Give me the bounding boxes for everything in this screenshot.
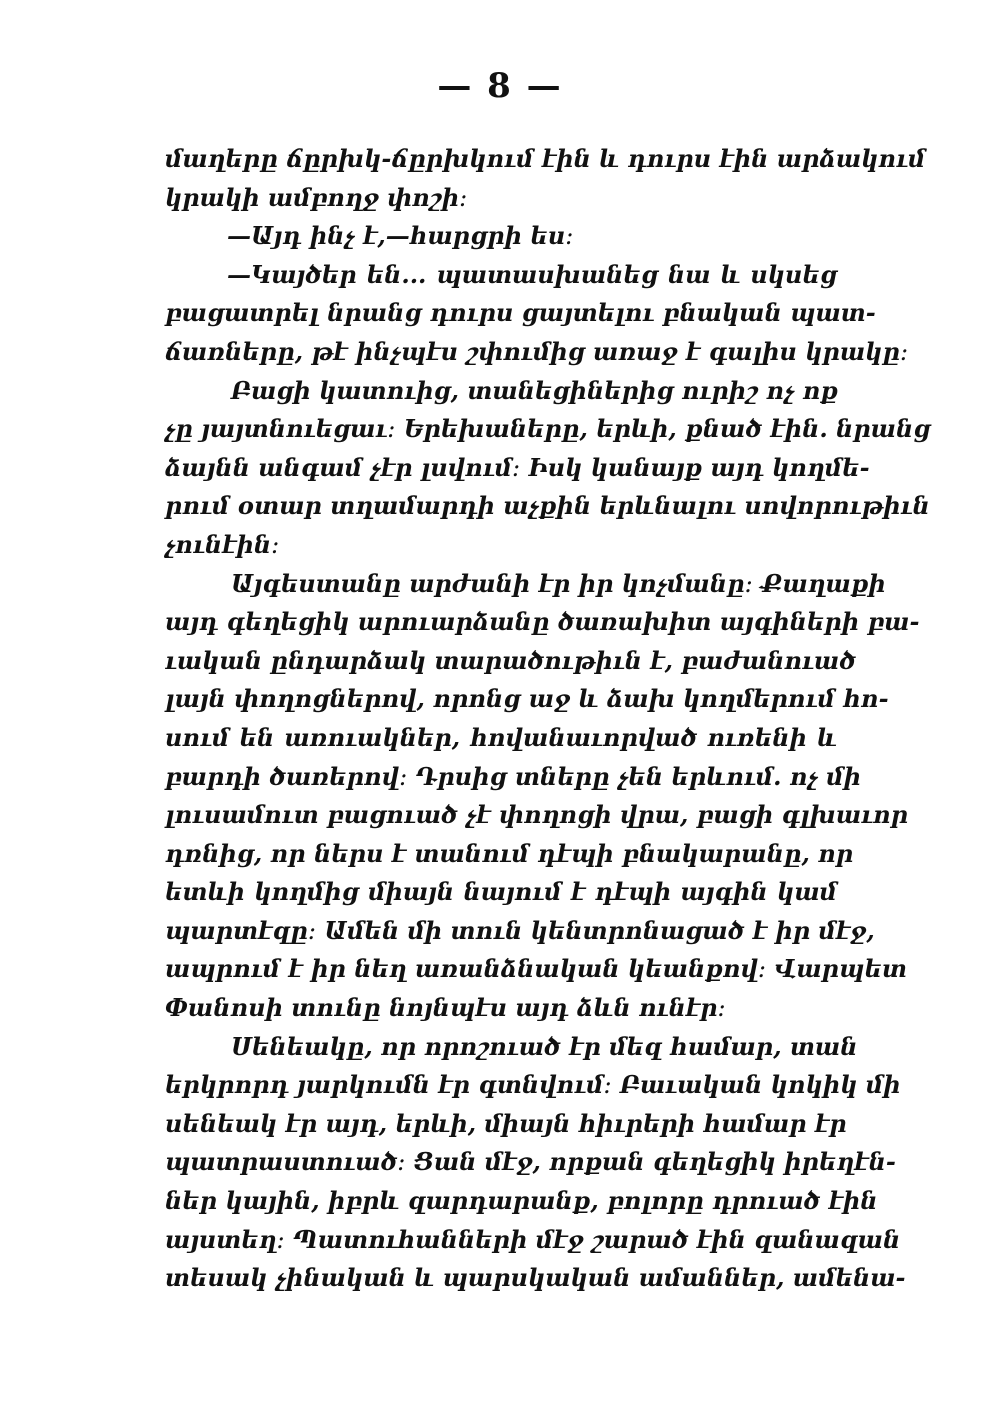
text-line: ւական ընդարձակ տարածութիւն է, բաժանուած xyxy=(165,645,856,675)
text-line: երկրորդ յարկումն էր գտնվում։ Բաւական կոկիկ մի xyxy=(165,1070,901,1100)
page-number: — 8 — xyxy=(437,66,563,106)
text-line: չունէին։ xyxy=(165,529,280,559)
text-line: չը յայտնուեցաւ։ Երեխաները, երևի, քնած էին. նրանց xyxy=(165,414,931,444)
text-line: լայն փողոցներով, որոնց աջ և ձախ կողմերում հո- xyxy=(165,684,889,714)
text-line: —Այդ ինչ է,—հարցրի ես։ xyxy=(227,221,574,251)
text-line: —Կայծեր են... պատասխանեց նա և սկսեց xyxy=(227,259,837,289)
text-line: այդ գեղեցիկ արուարձանը ծառախիտ այգիների բա- xyxy=(165,607,920,637)
text-line: դռնից, որ ներս է տանում դէպի բնակարանը, որ xyxy=(165,838,854,868)
text-line: ձայնն անգամ չէր լսվում։ Իսկ կանայք այդ կողմե- xyxy=(165,452,870,482)
text-line: ետևի կողմից միայն նայում է դէպի այգին կամ xyxy=(165,877,837,907)
text-line: բարդի ծառերով։ Դրսից տները չեն երևում. ոչ մի xyxy=(165,761,861,791)
text-line: սում են առուակներ, հովանաւորված ուռենի և xyxy=(165,722,837,752)
text-line: Այգեստանը արժանի էր իր կոչմանը։ Քաղաքի xyxy=(231,568,886,598)
text-line: րում օտար տղամարդի աչքին երևնալու սովորութիւն xyxy=(165,491,930,521)
text-line: բացատրել նրանց դուրս ցայտելու բնական պատ- xyxy=(165,298,876,328)
text-line: Փանոսի տունը նոյնպէս այդ ձևն ունէր։ xyxy=(165,993,726,1023)
text-line: Սենեակը, որ որոշուած էր մեզ համար, տան xyxy=(231,1031,858,1061)
text-line: ճառները, թէ ինչպէս շփումից առաջ է գալիս կրակը։ xyxy=(165,336,909,366)
body-text xyxy=(165,140,931,1298)
text-line: սենեակ էր այդ, երևի, միայն հիւրերի համար էր xyxy=(165,1108,847,1138)
text-line: Բացի կատուից, տանեցիներից ուրիշ ոչ ոք xyxy=(231,375,839,405)
text-line: տեսակ չինական և պարսկական ամաններ, ամենա- xyxy=(165,1263,906,1293)
text-line: մաղերը ճըրխկ-ճըրխկում էին և դուրս էին արձակում xyxy=(165,144,926,173)
text-line: պարտէզը։ Ամեն մի տուն կենտրոնացած է իր մէջ, xyxy=(165,915,875,945)
text-line: լուսամուտ բացուած չէ փողոցի վրա, բացի գլխաւոր xyxy=(165,800,909,830)
text-line: պատրաստուած։ Ցան մէջ, որքան գեղեցիկ իրեղէն- xyxy=(165,1147,896,1177)
text-line: ապրում է իր նեղ առանձնական կեանքով։ Վարպետ xyxy=(165,954,907,984)
text-line: այստեղ։ Պատուհանների մէջ շարած էին զանազան xyxy=(165,1224,901,1254)
text-line: ներ կային, իբրև զարդարանք, բոլորը դրուած էին xyxy=(165,1186,878,1216)
text-line: կրակի ամբողջ փոշի։ xyxy=(165,182,468,212)
